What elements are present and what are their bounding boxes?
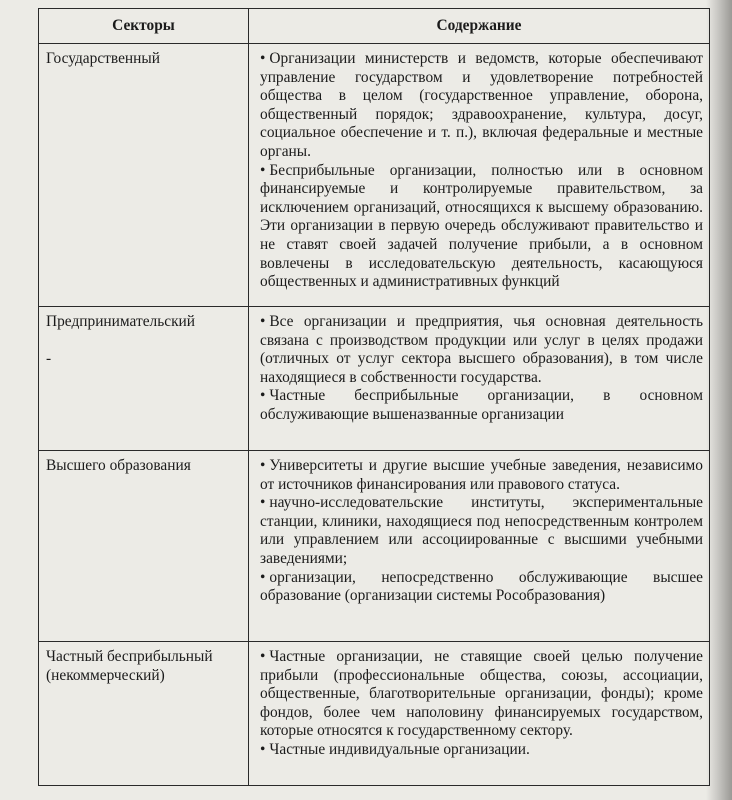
content-cell: [249, 451, 710, 642]
list-item: [260, 313, 703, 387]
bullet-icon: •: [260, 568, 266, 586]
item-text: Университеты и другие высшие учебные заведения, независимо от источников финансирования или правового статуса.: [260, 457, 703, 493]
item-text: Частные бесприбыльные организации, в основном обслуживающие вышеназванные организации: [260, 387, 703, 423]
bullet-icon: •: [260, 740, 266, 758]
list-item: [260, 648, 703, 741]
item-text: Частные организации, не ставящие своей целью получение прибыли (профессиональные общества, союзы, ассоциации, общественные, благотворительные организации, фонды); кроме фондов, более чем наполовину финансируемых государством, которые относятся к государственному сектору.: [260, 648, 703, 740]
list-item: [260, 494, 703, 568]
bullet-icon: •: [260, 457, 266, 474]
bullet-icon: •: [260, 648, 266, 665]
sector-name: Частный бесприбыльный (некоммерческий): [46, 648, 213, 684]
bullet-icon: •: [260, 50, 266, 67]
content-cell: [249, 642, 710, 786]
list-item: [260, 50, 703, 162]
header-sectors: Секторы: [39, 9, 249, 44]
bullet-icon: •: [260, 387, 266, 405]
item-text: Все организации и предприятия, чья основная деятельность связана с производством продукции или услуг в целях продажи (отличных от услуг сектора высшего образования), в том числе находящиеся в собственности государства.: [260, 313, 703, 386]
content-cell: [249, 307, 710, 451]
sector-name: Высшего образования: [46, 457, 191, 474]
header-row: [39, 9, 710, 44]
item-text: организации, непосредственно обслуживающие высшее образование (организации системы Рособразования): [260, 568, 703, 605]
sectors-table: [38, 8, 710, 786]
sector-cell: [39, 307, 249, 451]
list-item: [260, 387, 703, 424]
content-cell: [249, 44, 710, 307]
table-row: [39, 307, 710, 451]
table-row: [39, 642, 710, 786]
item-text: Частные индивидуальные организации.: [269, 740, 530, 758]
sector-cell: [39, 44, 249, 307]
item-text: Организации министерств и ведомств, которые обеспечивают управление государством и удовлетворение потребностей общества в целом (государственное управление, оборона, общественный порядок; здравоохранение, культура, досуг, социальное обеспечение и т. п.), включая федеральные и местные органы.: [260, 50, 703, 160]
bullet-icon: •: [260, 161, 266, 179]
list-item: [260, 741, 703, 760]
dash-mark: -: [46, 349, 52, 367]
list-item: [260, 457, 703, 494]
sector-name: Предпринимательский: [46, 313, 196, 330]
sector-name: Государственный: [46, 50, 160, 67]
item-text: научно-исследовательские институты, экспериментальные станции, клиники, находящиеся под непосредственным контролем или управлением или ассоциированные с высшими учебными заведениями;: [260, 494, 703, 567]
table-row: [39, 451, 710, 642]
list-item: [260, 569, 703, 606]
item-text: Бесприбыльные организации, полностью или в основном финансируемые и контролируемые правительством, за исключением организаций, относящихся к высшему образованию. Эти организации в первую очередь обслуживают правительство и не ставят своей задачей получение прибыли, а в основном вовлечены в исследовательскую деятельность, касающуюся общественных и административных функций: [260, 161, 703, 291]
list-item: [260, 162, 703, 292]
bullet-icon: •: [260, 313, 266, 330]
sector-cell: [39, 642, 249, 786]
bullet-icon: •: [260, 494, 266, 512]
sector-cell: [39, 451, 249, 642]
header-content: Содержание: [249, 9, 710, 44]
table-row: [39, 44, 710, 307]
